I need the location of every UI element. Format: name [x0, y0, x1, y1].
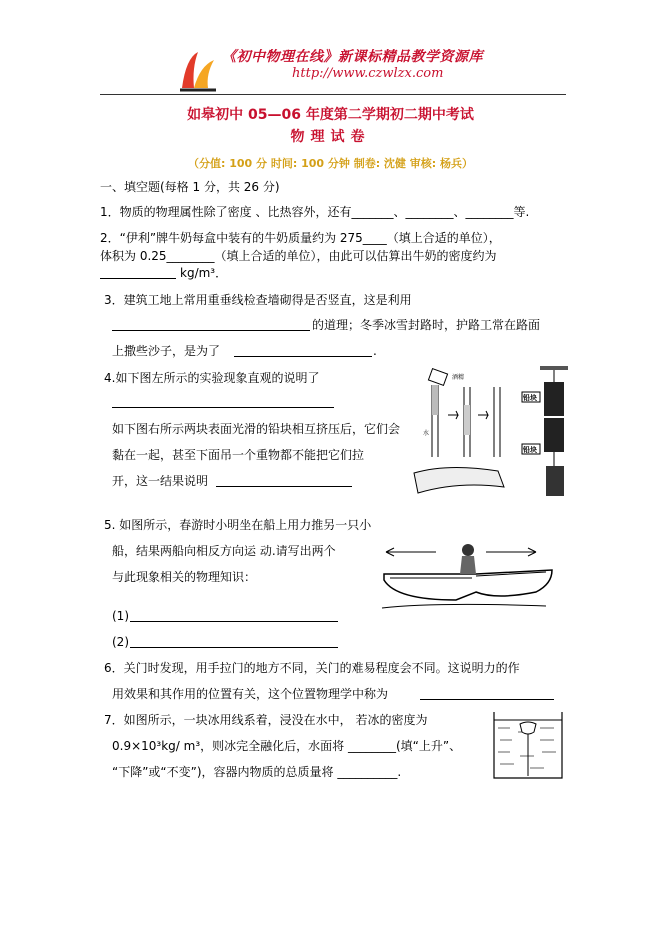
question-3-line-2: 的道理；冬季冰雪封路时，护路工常在路面: [312, 318, 541, 332]
question-3-blank-1[interactable]: [112, 318, 310, 331]
question-5-line-1: 5. 如图所示，春游时小明坐在船上用力推另一只小: [104, 518, 372, 532]
question-4-blank-2[interactable]: [216, 474, 352, 487]
question-3-line-3: 上撒些沙子，是为了: [112, 344, 221, 358]
question-6-blank[interactable]: [420, 687, 554, 700]
svg-text:铅块: 铅块: [523, 394, 537, 402]
fig4-label-alcohol: 酒精: [452, 374, 465, 381]
question-6-line-2: 用效果和其作用的位置有关，这个位置物理学中称为: [112, 687, 389, 701]
banner-title: 《初中物理在线》新课标精品教学资源库: [222, 49, 483, 65]
question-7-line-1: 7．如图所示，一块冰用线系着，浸没在水中， 若冰的密度为: [104, 713, 428, 727]
question-3-blank-2[interactable]: [234, 344, 372, 357]
question-7-line-2: 0.9×10³kg/ m³，则冰完全融化后，水面将 ________(填“上升”、: [112, 739, 462, 753]
question-5-answer-1-blank[interactable]: [130, 609, 338, 622]
question-2-line-1: 2．“伊利”牌牛奶每盒中装有的牛奶质量约为 275____（填上合适的单位），: [100, 231, 501, 245]
diffusion-tubes-figure: [408, 365, 518, 500]
svg-text:水: 水: [423, 430, 430, 437]
section-heading: 一、填空题(每格 1 分，共 26 分): [100, 180, 280, 194]
svg-text:铅块: 铅块: [523, 446, 537, 454]
question-6-line-1: 6．关门时发现，用手拉门的地方不同，关门的难易程度会不同。这说明力的作: [104, 661, 520, 675]
ice-in-water-figure: [490, 710, 566, 782]
question-4-line-3: 如下图右所示两块表面光滑的铅块相互挤压后，它们会: [112, 422, 401, 436]
question-5-answer-1-label: (1): [112, 609, 129, 623]
question-4-blank-1[interactable]: [112, 395, 334, 408]
header-divider: [100, 94, 566, 95]
question-3-line-1: 3．建筑工地上常用重垂线检查墙砌得是否竖直，这是利用: [104, 293, 412, 307]
question-4-line-5: 开，这一结果说明: [112, 474, 209, 488]
banner-logo-icon: [176, 48, 220, 94]
exam-title: 如皋初中 05—06 年度第二学期初二期中考试: [187, 107, 474, 123]
banner-url: http://www.czwlzx.com: [292, 66, 444, 81]
question-2-line-3: kg/m³．: [180, 266, 228, 280]
question-5-answer-2-label: (2): [112, 635, 129, 649]
question-4-line-1: 4.如下图左所示的实验现象直观的说明了: [104, 371, 320, 385]
question-5-line-2: 船，结果两船向相反方向运 动.请写出两个: [112, 544, 336, 558]
lead-blocks-figure: [520, 362, 580, 502]
question-7-line-3: “下降”或“不变”)，容器内物质的总质量将 __________.: [112, 765, 402, 779]
subject-title: 物理试卷: [290, 129, 371, 145]
question-4-line-4: 黏在一起，甚至下面吊一个重物都不能把它们拉: [112, 448, 365, 462]
exam-info: （分值: 100 分 时间: 100 分钟 制卷: 沈健 审核: 杨兵）: [188, 157, 473, 170]
question-5-answer-2-blank[interactable]: [130, 635, 338, 648]
boats-figure: [376, 540, 556, 612]
question-1: 1．物质的物理属性除了密度 、比热容外，还有_______、________、________等.: [100, 205, 530, 219]
question-5-line-3: 与此现象相关的物理知识：: [112, 570, 257, 584]
question-2-blank[interactable]: [100, 266, 176, 279]
question-2-line-2: 体积为 0.25________（填上合适的单位），由此可以估算出牛奶的密度约为: [100, 249, 497, 263]
